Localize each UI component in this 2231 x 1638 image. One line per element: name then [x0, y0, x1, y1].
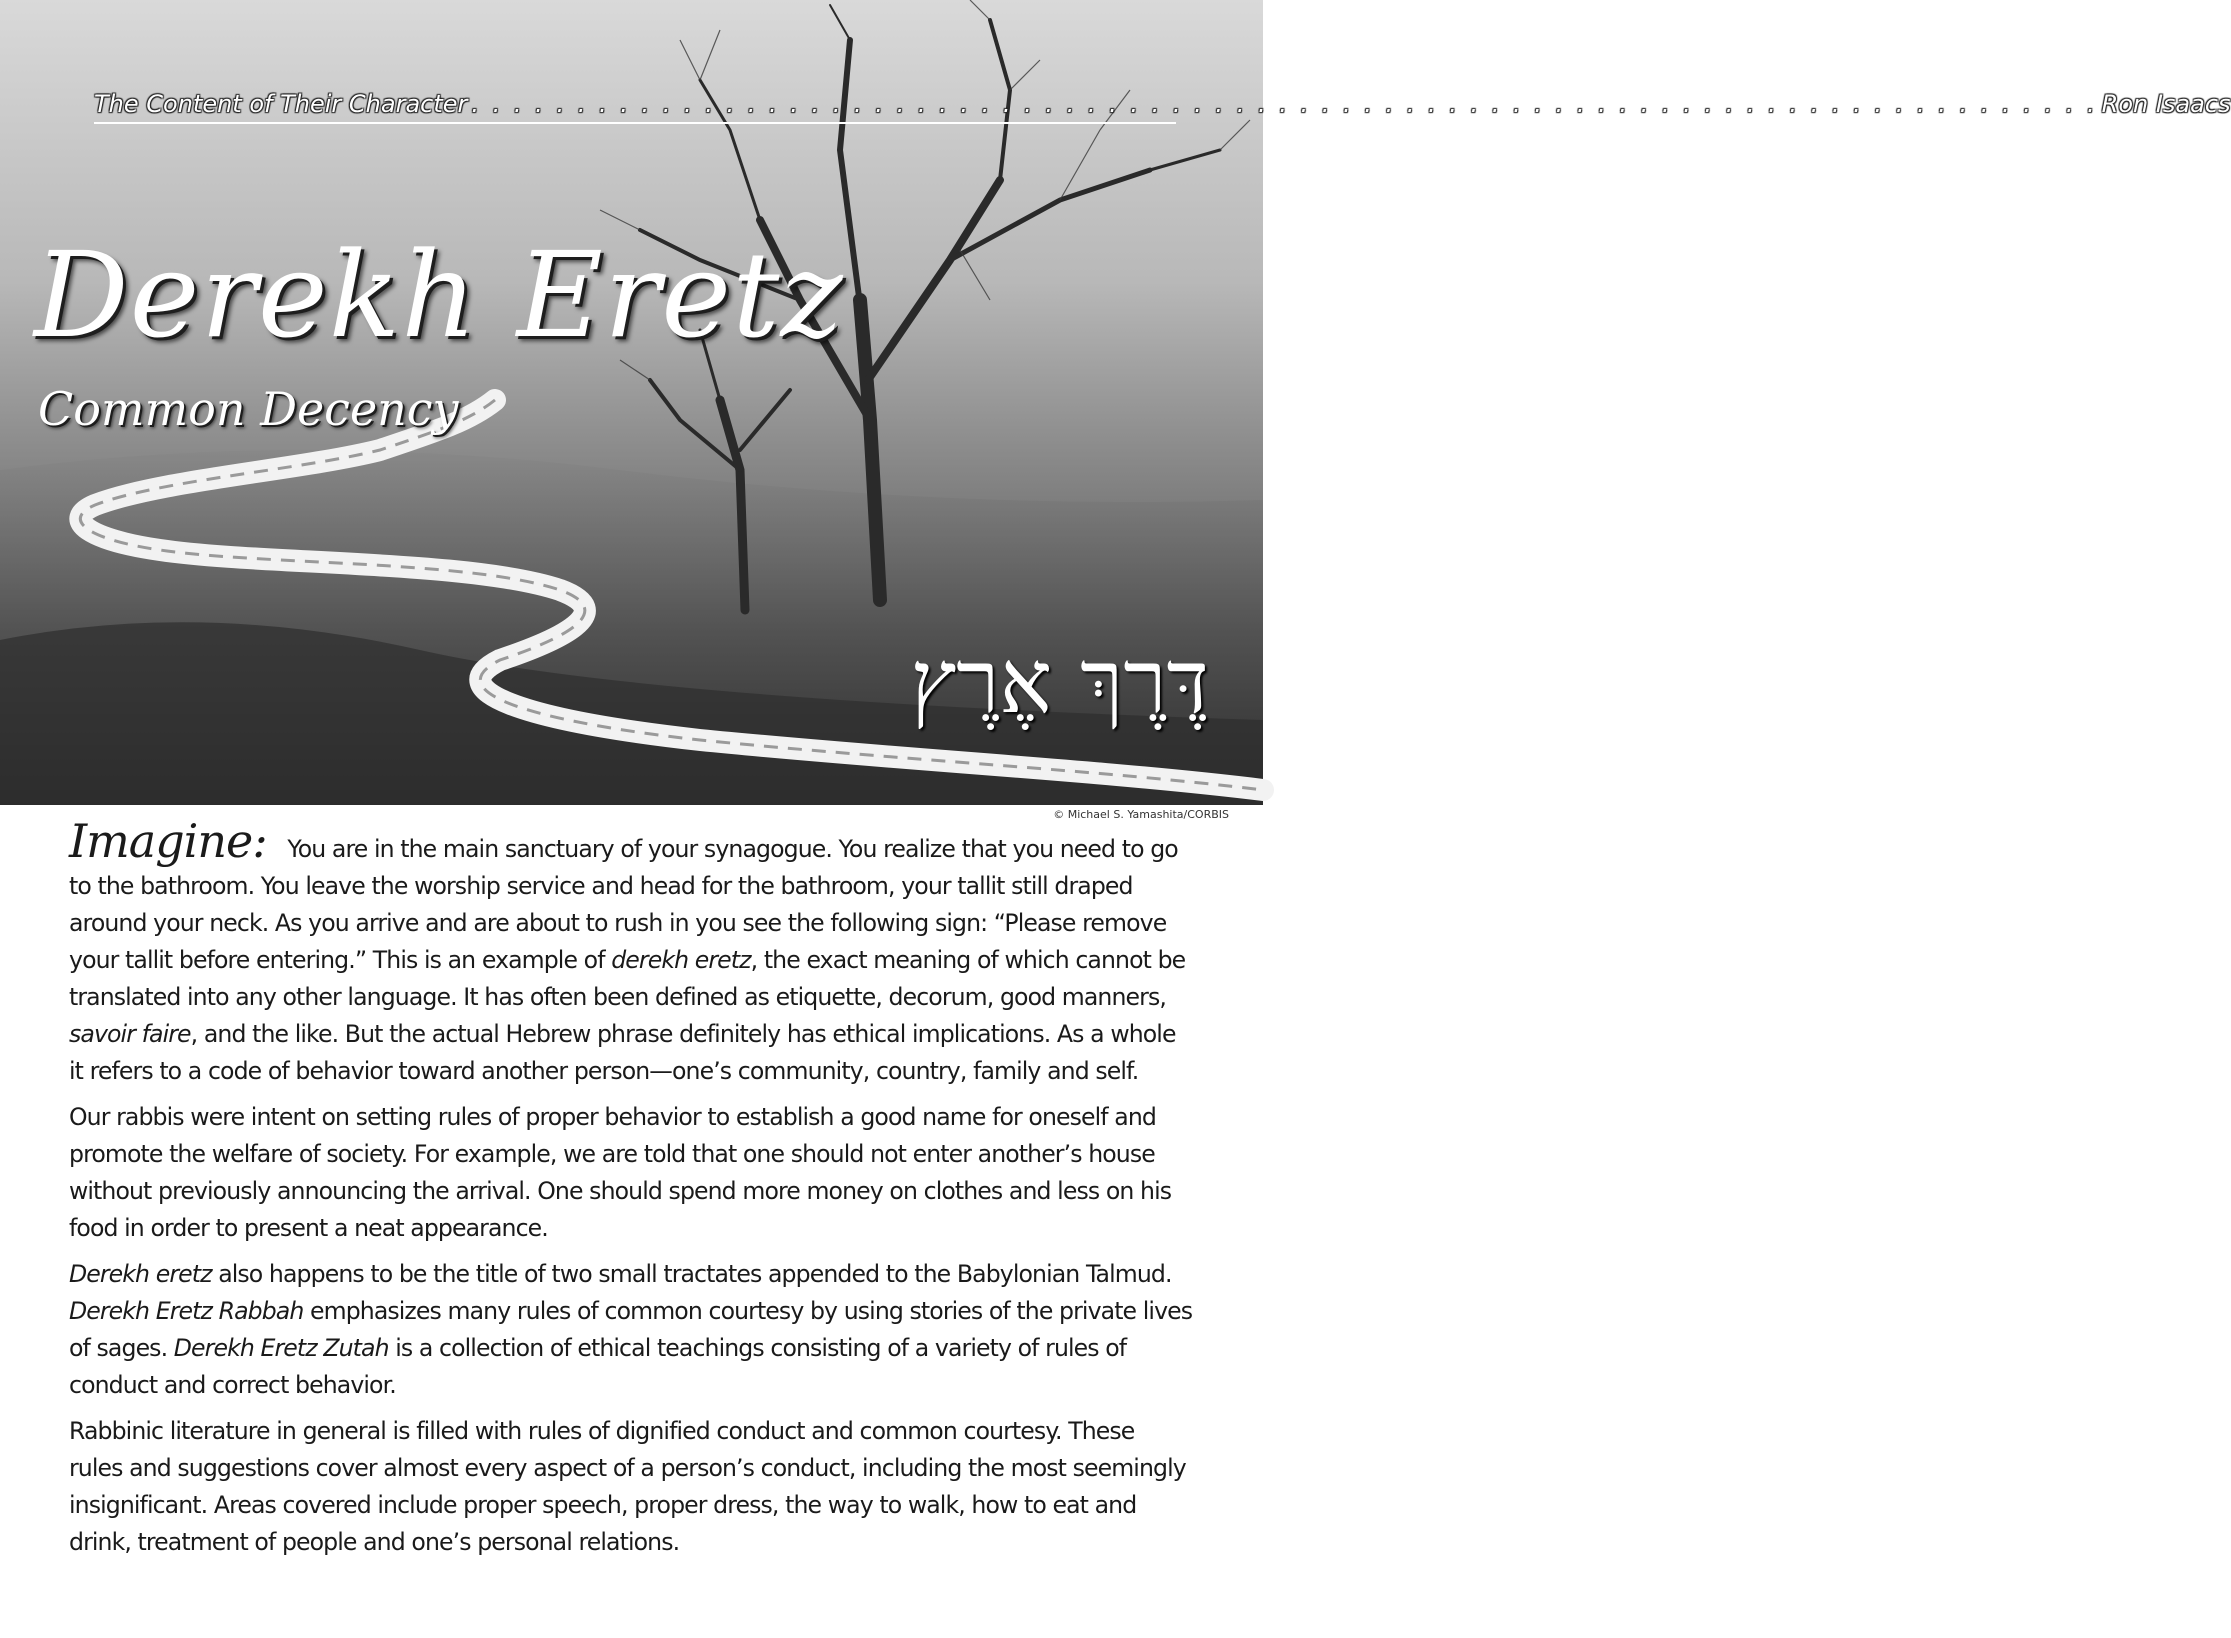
paragraph-4: Rabbinic literature in general is filled with rules of dignified conduct and common courtesy. These rules and suggestions cover almost every aspect of a person’s conduct, including the most seemingly insignificant. Areas covered include proper speech, proper dress, the way to walk, how to eat and drink, treatment of people and one’s personal relations.: [69, 1417, 1186, 1556]
p3-text-b: emphasizes many rules of common courtesy by using stories of the private lives of sages.: [69, 1297, 1193, 1362]
p1-emphasis-savoir-faire: savoir faire: [69, 1020, 191, 1048]
leader-dots: . . . . . . . . . . . . . . . . . . . . . . . . . . . . . . . . . . . . . . . . . . . . . . . . . . . . . . . . . . . . . . . . . . . . . . . . . . . . .: [471, 90, 2098, 118]
series-title: The Content of Their Character: [94, 90, 468, 118]
p1-emphasis-derekh-eretz: derekh eretz: [611, 946, 751, 974]
hebrew-title: דֶּרֶךְ אֶרֶץ: [910, 630, 1209, 733]
author-name: Ron Isaacs: [2101, 90, 2231, 118]
p3-emphasis-zutah: Derekh Eretz Zutah: [173, 1334, 389, 1362]
p3-emphasis-rabbah: Derekh Eretz Rabbah: [69, 1297, 304, 1325]
photo-credit: © Michael S. Yamashita/CORBIS: [1053, 808, 1229, 821]
article-body: [69, 814, 1194, 1570]
p1-text-b: , the exact meaning of which cannot be translated into any other language. It has often been defined as etiquette, decorum, good manners,: [69, 946, 1186, 1011]
paragraph-2: Our rabbis were intent on setting rules of proper behavior to establish a good name for oneself and promote the welfare of society. For example, we are told that one should not enter another’s house without previously announcing the arrival. One should spend more money on clothes and less on his food in order to present a neat appearance.: [69, 1103, 1172, 1242]
p1-text-a: You are in the main sanctuary of your synagogue. You realize that you need to go to the bathroom. You leave the worship service and head for the bathroom, your tallit still draped around your neck. As you arrive and are about to rush in you see the following sign: “Please remove your tallit before entering.” This is an example of: [69, 835, 1178, 974]
p3-text-c: is a collection of ethical teachings consisting of a variety of rules of conduct and correct behavior.: [69, 1334, 1127, 1399]
p1-text-c: , and the like. But the actual Hebrew phrase definitely has ethical implications. As a whole it refers to a code of behavior toward another person—one’s community, country, family and self.: [69, 1020, 1176, 1085]
hero-photo: [0, 0, 2231, 805]
p3-text-a: also happens to be the title of two small tractates appended to the Babylonian Talmud.: [211, 1260, 1172, 1288]
p3-emphasis-derekh-eretz: Derekh eretz: [69, 1260, 212, 1288]
lead-word: Imagine:: [69, 814, 267, 868]
running-header: [94, 84, 2231, 124]
page-subtitle: Common Decency: [38, 382, 459, 436]
paragraph-3: [69, 1256, 1194, 1404]
page-title: Derekh Eretz: [34, 226, 844, 364]
paragraph-1: [69, 814, 1194, 1090]
